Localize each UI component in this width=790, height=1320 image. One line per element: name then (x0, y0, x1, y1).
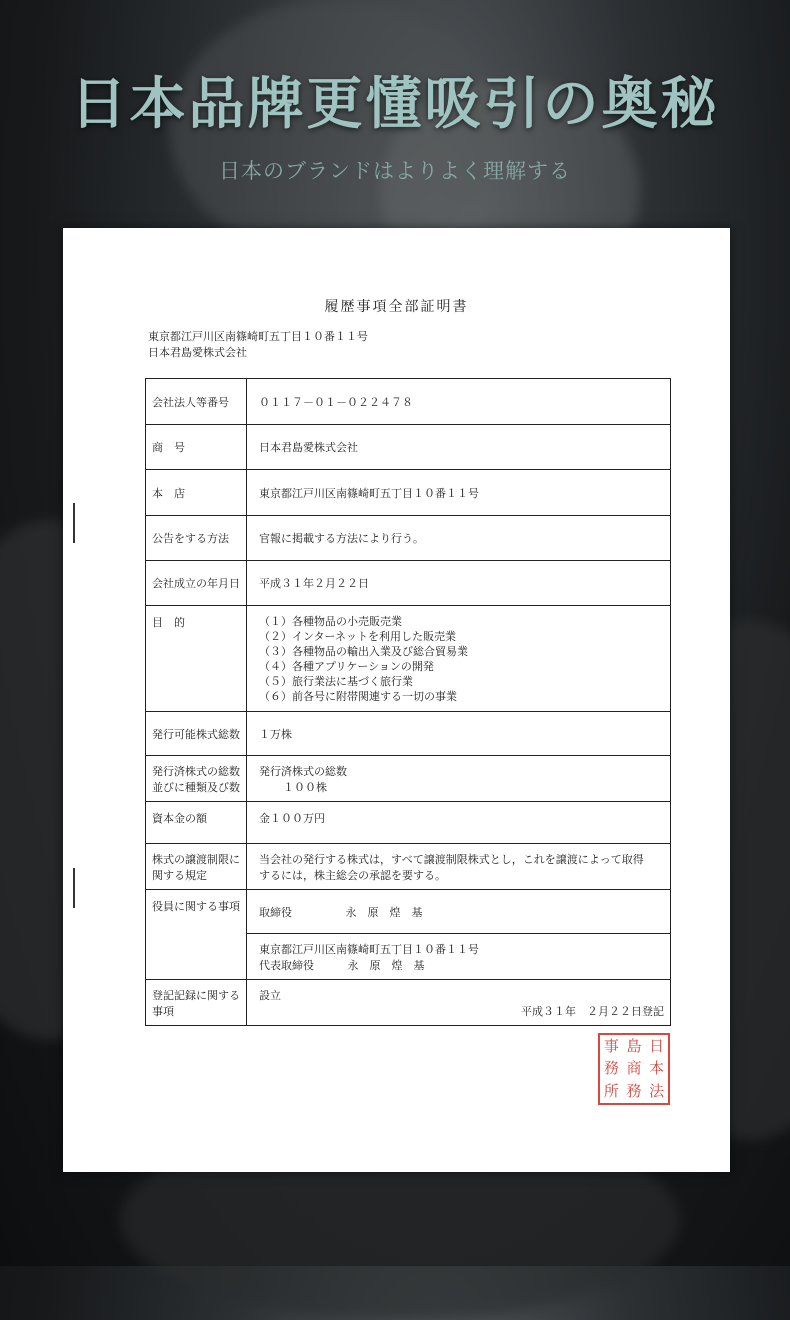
banner-subheadline: 日本のブランドはよりよく理解する (219, 159, 571, 183)
seal-char: 商 (626, 1059, 642, 1078)
table-row (146, 606, 671, 712)
row-label: 発行可能株式総数 (146, 712, 247, 756)
authorized-shares-value: １万株 (247, 712, 671, 756)
binding-mark (73, 503, 75, 543)
row-label: 本 店 (146, 470, 247, 516)
director-title: 取締役 (259, 905, 292, 919)
table-row (146, 756, 671, 802)
row-label (146, 980, 247, 1026)
capital-value: 金１００万円 (247, 802, 671, 844)
header-company: 日本君島愛株式会社 (148, 346, 247, 359)
purpose-item: （３）各種物品の輸出入業及び総合貿易業 (259, 645, 468, 658)
row-label (146, 756, 247, 802)
row-label: 会社法人等番号 (146, 379, 247, 425)
row-label: 会社成立の年月日 (146, 561, 247, 606)
value-line: 発行済株式の総数 (259, 764, 347, 778)
head-office-value: 東京都江戸川区南篠崎町五丁目１０番１１号 (247, 470, 671, 516)
official-seal-stamp (598, 1033, 670, 1105)
row-label: 資本金の額 (146, 802, 247, 844)
row-label: 役員に関する事項 (146, 890, 247, 980)
registry-date: 平成３１年 ２月２２日登記 (521, 1004, 664, 1018)
label-line: 登記記録に関する (152, 988, 240, 1002)
table-row (146, 890, 671, 934)
established-value: 平成３１年２月２２日 (247, 561, 671, 606)
seal-char: 島 (626, 1036, 642, 1055)
table-row (146, 516, 671, 561)
seal-char: 法 (649, 1082, 665, 1101)
seal-char: 所 (603, 1082, 619, 1101)
row-label: 商 号 (146, 425, 247, 470)
table-row (146, 561, 671, 606)
binding-mark (73, 868, 75, 908)
registry-value (247, 980, 671, 1026)
label-line: 発行済株式の総数 (152, 764, 240, 778)
representative-title: 代表取締役 (259, 958, 314, 972)
corp-number-value: ０１１７－０１－０２２４７８ (247, 379, 671, 425)
row-label (146, 844, 247, 890)
transfer-restriction-value (247, 844, 671, 890)
purpose-item: （５）旅行業法に基づく旅行業 (259, 675, 413, 688)
director-name: 永 原 煌 基 (345, 905, 423, 919)
purpose-item: （１）各種物品の小売販売業 (259, 615, 402, 628)
row-label: 目 的 (146, 606, 247, 712)
registry-table (145, 378, 671, 1026)
purpose-item: （２）インターネットを利用した販売業 (259, 630, 457, 643)
label-line: 事項 (152, 1004, 174, 1018)
seal-char: 本 (649, 1059, 665, 1078)
table-row (146, 470, 671, 516)
registry-text: 設立 (259, 988, 281, 1002)
label-line: 株式の譲渡制限に (152, 852, 240, 866)
label-line: 並びに種類及び数 (152, 780, 240, 794)
trade-name-value: 日本君島愛株式会社 (247, 425, 671, 470)
representative-address: 東京都江戸川区南篠崎町五丁目１０番１１号 (259, 942, 479, 956)
label-line: 関する規定 (152, 868, 207, 882)
representative-name: 永 原 煌 基 (347, 958, 425, 972)
table-row (146, 844, 671, 890)
document-title: 履歴事項全部証明書 (324, 299, 469, 315)
purpose-item: （６）前各号に附帯関連する一切の事業 (259, 690, 457, 703)
value-line: するには，株主総会の承認を要する。 (259, 868, 446, 882)
purpose-item: （４）各種アプリケーションの開発 (259, 660, 434, 673)
table-row (146, 980, 671, 1026)
seal-char: 事 (603, 1036, 619, 1055)
table-row (146, 712, 671, 756)
header-address: 東京都江戸川区南篠崎町五丁目１０番１１号 (148, 330, 368, 343)
purpose-list (247, 606, 671, 712)
representative-entry (247, 934, 671, 980)
director-entry (247, 890, 671, 934)
seal-char: 日 (649, 1036, 665, 1055)
table-row (146, 379, 671, 425)
issued-shares-value (247, 756, 671, 802)
value-line: 当会社の発行する株式は，すべて譲渡制限株式とし，これを譲渡によって取得 (259, 852, 644, 866)
table-row (146, 802, 671, 844)
registration-certificate (63, 228, 730, 1172)
seal-char: 務 (603, 1059, 619, 1078)
row-label: 公告をする方法 (146, 516, 247, 561)
banner-headline: 日本品牌更懂吸引の奥秘 (70, 72, 720, 137)
value-line: １００株 (283, 780, 327, 794)
table-row (146, 425, 671, 470)
public-notice-value: 官報に掲載する方法により行う。 (247, 516, 671, 561)
seal-char: 務 (626, 1082, 642, 1101)
